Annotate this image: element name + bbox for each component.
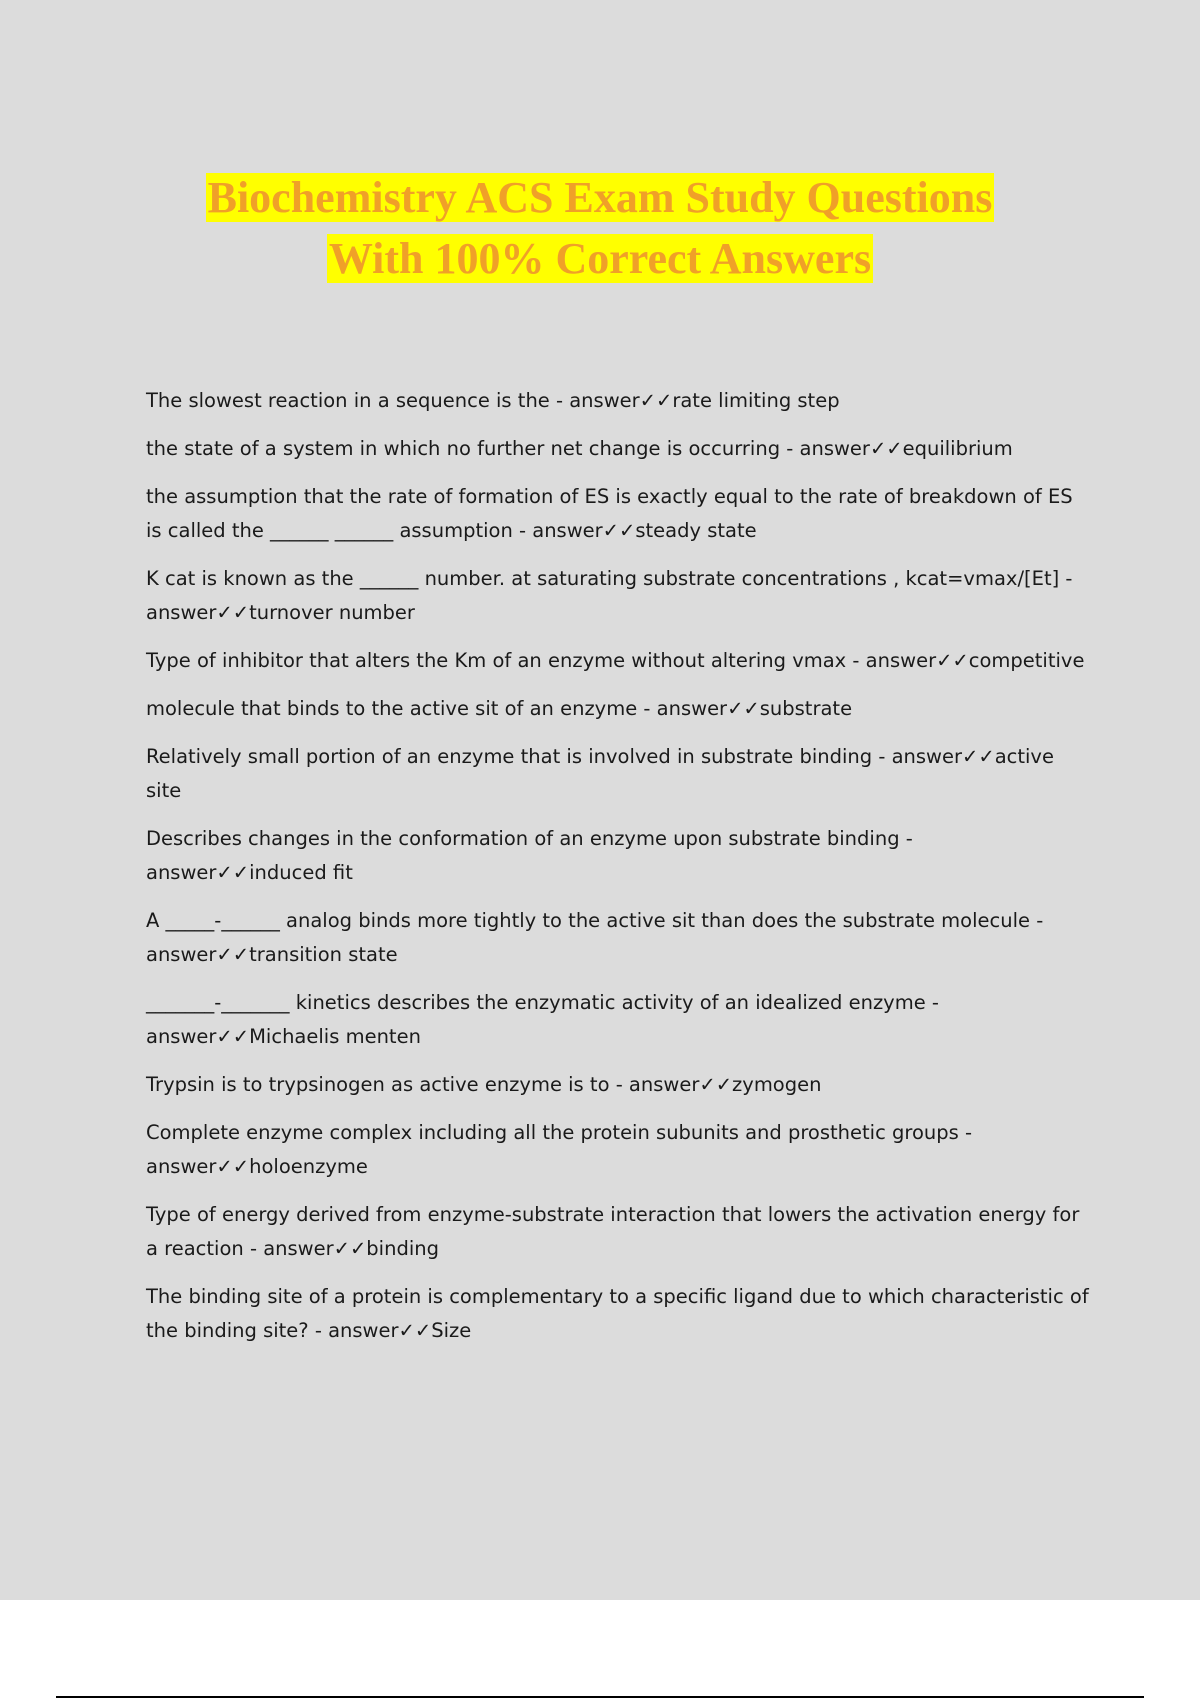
qa-item: A _____-______ analog binds more tightly to the active sit than does the substrate molecule - answer✓✓transition state	[146, 909, 1044, 966]
qa-item: _______-_______ kinetics describes the enzymatic activity of an idealized enzyme - answer✓✓Michaelis menten	[146, 991, 939, 1048]
qa-item: Describes changes in the conformation of an enzyme upon substrate binding - answer✓✓induced fit	[146, 827, 913, 884]
qa-item: Trypsin is to trypsinogen as active enzyme is to - answer✓✓zymogen	[146, 1073, 822, 1096]
title-line-1: Biochemistry ACS Exam Study Questions	[207, 173, 993, 222]
qa-item: the assumption that the rate of formation of ES is exactly equal to the rate of breakdown of ES is called the ______ ______ assumption - answer✓✓steady state	[146, 485, 1073, 542]
footer-divider	[56, 1696, 1144, 1698]
qa-item: molecule that binds to the active sit of an enzyme - answer✓✓substrate	[146, 697, 853, 720]
qa-item: K cat is known as the ______ number. at saturating substrate concentrations , kcat=vmax/[Et] - answer✓✓turnover number	[146, 567, 1073, 624]
qa-item: Relatively small portion of an enzyme that is involved in substrate binding - answer✓✓active site	[146, 745, 1054, 802]
document-title	[0, 167, 1200, 289]
qa-item: Complete enzyme complex including all the protein subunits and prosthetic groups - answer✓✓holoenzyme	[146, 1121, 973, 1178]
qa-item: Type of inhibitor that alters the Km of an enzyme without altering vmax - answer✓✓competitive	[146, 649, 1085, 672]
qa-item: Type of energy derived from enzyme-substrate interaction that lowers the activation energy for a reaction - answer✓✓binding	[146, 1203, 1080, 1260]
question-answer-list	[146, 384, 1094, 1362]
qa-item: The slowest reaction in a sequence is the - answer✓✓rate limiting step	[146, 389, 840, 412]
title-line-2: With 100% Correct Answers	[328, 234, 872, 283]
qa-item: the state of a system in which no further net change is occurring - answer✓✓equilibrium	[146, 437, 1013, 460]
qa-item: The binding site of a protein is complementary to a specific ligand due to which characteristic of the binding site? - answer✓✓Size	[146, 1285, 1089, 1342]
